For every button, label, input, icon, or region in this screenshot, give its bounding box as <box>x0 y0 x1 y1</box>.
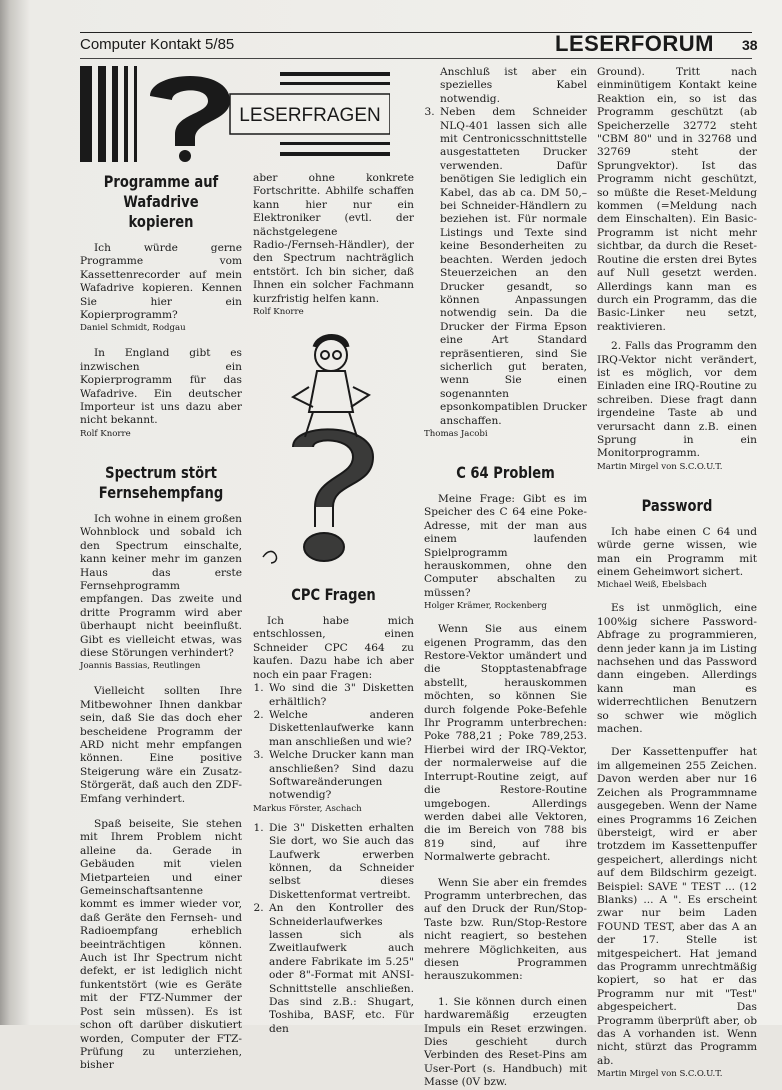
answer-list <box>253 822 414 1037</box>
heading-cpc: CPC Fragen <box>291 585 376 605</box>
signature: Martin Mirgel von S.C.O.U.T. <box>597 461 723 472</box>
question-list <box>253 682 414 803</box>
answer-spectrum-cont: Spaß beiseite, Sie stehen mit Ihrem Problem nicht alleine da. Gerade in Gebäuden mit vielen Mietparteien und einer Gemeinschaftsantenne kommt es immer wieder vor, daß Geräte den Fernseh- und Radioempfang erheblich beeinträchtigen können. Auch ist Ihr Spectrum nicht defekt, er ist lediglich nicht funkentstört (wie es Geräte mit der FTZ-Nummer der Post sein müssen). Es ist schon oft darüber diskutiert worden, Computer der FTZ-Prüfung zu unterziehen, bisher <box>80 818 242 1072</box>
section-title: LESERFORUM <box>555 31 714 56</box>
leserfragen-logo <box>80 66 390 162</box>
answer-spectrum: Vielleicht sollten Ihre Mitbewohner Ihnen dankbar sein, daß Sie das doch eher bescheidene Programm der ARD nicht mehr empfangen können. Eine positive Steigerung wäre ein Zusatz-Störgerät, daß auch den ZDF-Emfang verhindert. <box>80 685 242 805</box>
column-1 <box>80 172 242 1073</box>
answer-c64-irq: 2. Falls das Programm den IRQ-Vektor nicht verändert, ist es möglich, vor dem Einladen eine IRQ-Routine zu schreiben. Diese fragt dann irgendeine Taste ab und verursacht dann z.B. einen Sprung in ein Monitorprogramm. <box>597 340 757 460</box>
question-item: 3. Welche Drucker kann man anschließen? Sind dazu Softwareänderungen notwendig? <box>267 749 414 803</box>
answer-list-cont <box>424 106 587 428</box>
letter-c64: Meine Frage: Gibt es im Speicher des C 64 eine Poke-Adresse, mit der man aus einem laufenden Spielprogramm herauskommen, ohne den Computer abschalten zu müssen? <box>424 492 587 599</box>
answer-password-cont: Der Kassettenpuffer hat im allgemeinen 255 Zeichen. Davon werden aber nur 16 Zeichen als Programmname ausgegeben. Wenn der Name eines Programms 16 Zeichen übersteigt, wird er aber trotzdem im Kassettenpuffer gespeichert, allerdings nicht auf dem Bildschirm gezeigt. Beispiel: SAVE " TEST ... (12 Blanks) ... A ". Es erscheint zwar nur beim Laden FOUND TEST, aber das A an der 17. Stelle ist mitgespeichert. Hat jemand das Programm unrechtmäßig kopiert, so hat er das Programm nur mit "Test" abgespeichert. Das Programm überprüft aber, ob das A vorhanden ist. Wenn nicht, stürzt das Programm ab. <box>597 746 757 1067</box>
column-4 <box>597 66 757 1085</box>
question-item: 1. Wo sind die 3" Disketten erhältlich? <box>267 682 414 709</box>
heading-spectrum: Spectrum stört Fernsehempfang <box>98 462 224 502</box>
signature: Michael Weiß, Ebelsbach <box>597 580 707 591</box>
answer-c64-end: Ground). Tritt nach einminütigem Kontakt keine Reaktion ein, so ist das Programm geschützt (ab Speicherzelle 32772 steht "CBM 80" und in 32768 und 32769 steht der Sprungvektor). Ist das Programm nicht geschützt, so müßte die Reset-Meldung kommen (=Meldung nach dem Einschalten). Ein Basic-Programm ist nicht mehr sichtbar, da durch die Reset-Routine die ersten drei Bytes auf Null gesetzt werden. Allerdings kann man es durch ein Programm, das die Basic-Linker neu setzt, reaktivieren. <box>597 66 757 333</box>
heading-wafadrive: Programme auf Wafadrive kopieren <box>103 172 219 231</box>
answer-spectrum-end: aber ohne konkrete Fortschritte. Abhilfe schaffen kann hier nur ein Elektroniker (evtl. der nächstgelegene Radio-/Fernseh-Händler), der den Spectrum nachträglich entstört. Ich bin sicher, daß Ihnen ein solcher Fachmann kurzfristig helfen kann. <box>253 172 414 305</box>
answer-c64: Wenn Sie aus einem eigenen Programm, das den Restore-Vektor umändert und die Stopptastenabfrage abstellt, herauskommen möchten, so können Sie durch folgende Poke-Befehle Ihr Programm unterbrechen: Poke 788,21 ; Poke 789,253. Hierbei wird der IRQ-Vektor, der normalerweise auf die Interrupt-Routine zeigt, auf die Restore-Routine umgebogen. Allerdings werden dabei alle Vektoren, die im Bereich von 788 bis 819 sind, auf ihre Normalwerte gebracht. <box>424 623 587 864</box>
letter-spectrum: Ich wohne in einem großen Wohnblock und sobald ich den Spectrum einschalte, kann keiner mehr im ganzen Haus das erste Fernsehprogramm empfangen. Das zweite und dritte Programm wird aber überhaupt nicht beeinflußt. Gibt es vielleicht etwas, was diese Störungen verhindert? <box>80 512 242 659</box>
svg-text:LESERFRAGEN: LESERFRAGEN <box>239 105 381 126</box>
cartoon-illustration <box>253 327 414 575</box>
question-item: 2. Welche anderen Diskettenlaufwerke kann man anschließen und wie? <box>267 709 414 749</box>
heading-password: Password <box>641 495 713 515</box>
letter-wafadrive: Ich würde gerne Programme vom Kassettenrecorder auf mein Wafadrive kopieren. Kennen Sie hier ein Kopierprogramm? <box>80 242 242 322</box>
heading-c64: C 64 Problem <box>456 462 555 482</box>
answer-cpc-cont: Anschluß ist aber ein spezielles Kabel notwendig. <box>440 66 587 105</box>
letter-password: Ich habe einen C 64 und würde gerne wissen, wie man ein Programm mit einem Geheimwort sichert. <box>597 525 757 578</box>
answer-item: 3. Neben dem Schneider NLQ-401 lassen sich alle mit Centronicsschnittstelle ausgestatteten Drucker verwenden. Dafür benötigen Sie lediglich ein Kabel, das ab ca. DM 50,– bei Schneider-Händlern zu beziehen ist. Für normale Listings und Texte sind keine Besonderheiten zu beachten. Werden jedoch Steuerzeichen an den Drucker gesandt, so können Anpassungen notwendig sein. Da die Drucker der Firma Epson eine Art Standard repräsentieren, sind Sie sicherlich gut beraten, wenn Sie einen sogenannten epsonkompatiblen Drucker anschaffen. <box>438 106 587 428</box>
signature: Holger Krämer, Rockenberg <box>424 601 547 612</box>
column-2 <box>253 172 414 1036</box>
magazine-issue: Computer Kontakt 5/85 <box>80 36 235 53</box>
column-3 <box>424 66 587 1090</box>
signature: Daniel Schmidt, Rodgau <box>80 323 186 334</box>
signature: Joannis Bassias, Reutlingen <box>80 661 201 672</box>
answer-item: 1. Die 3" Disketten erhalten Sie dort, wo Sie auch das Laufwerk erwerben können, da Schneider selbst dieses Diskettenformat vertreibt. <box>267 822 414 902</box>
answer-c64-cont: Wenn Sie aber ein fremdes Programm unterbrechen, das auf den Druck der Run/Stop-Taste bzw. Run/Stop-Restore nicht reagiert, so bestehen mehrere Möglichkeiten, aus diesen Programmen herauszukommen: <box>424 876 587 983</box>
signature: Martin Mirgel von S.C.O.U.T. <box>597 1069 723 1080</box>
signature: Thomas Jacobi <box>424 428 488 439</box>
answer-item: 2. An den Kontroller des Schneiderlaufwerkes lassen sich als Zweitlaufwerk auch andere Fabrikate im 5.25" oder 8"-Format mit ANSI-Schnittstelle anschließen. Das sind z.B.: Shugart, Toshiba, BASF, etc. Für den <box>267 902 414 1036</box>
header-underline <box>80 58 752 59</box>
page-number: 38 <box>742 37 758 53</box>
signature: Rolf Knorre <box>253 307 304 318</box>
signature: Rolf Knorre <box>80 428 131 439</box>
answer-wafadrive: In England gibt es inzwischen ein Kopierprogramm für das Wafadrive. Ein deutscher Importeur ist uns dazu aber nicht bekannt. <box>80 347 242 427</box>
letter-cpc: Ich habe mich entschlossen, einen Schneider CPC 464 zu kaufen. Dazu habe ich aber noch ein paar Fragen: <box>253 615 414 681</box>
signature: Markus Förster, Aschach <box>253 803 362 814</box>
answer-c64-reset: 1. Sie können durch einen hardwaremäßig erzeugten Impuls ein Reset erzwingen. Dies geschieht durch Verbinden des Reset-Pins am User-Port (s. Handbuch) mit Masse (0V bzw. <box>424 995 587 1089</box>
answer-password: Es ist unmöglich, eine 100%ig sichere Password-Abfrage zu programmieren, denn jeder kann ja im Listing nachsehen und das Password dann eingeben. Allerdings kann man es widerrechtlichen Benutzern so schwer wie möglich machen. <box>597 602 757 736</box>
